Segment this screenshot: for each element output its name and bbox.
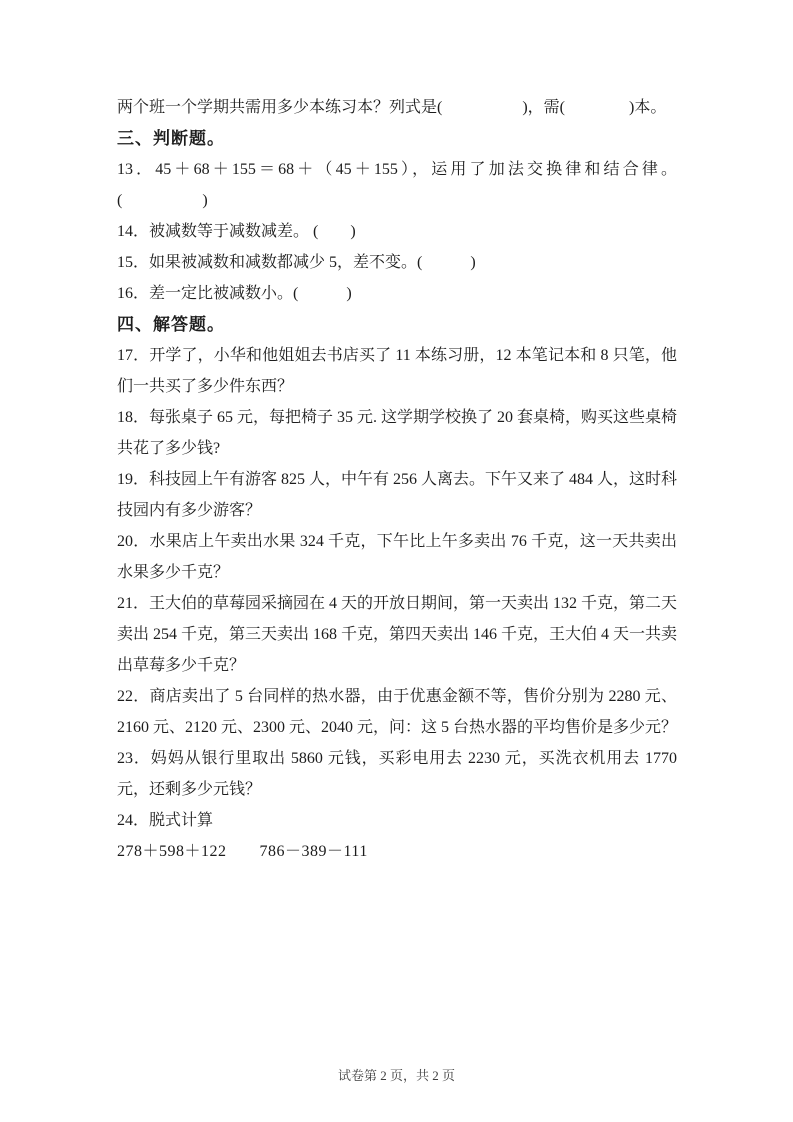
section-3-heading: 三、判断题。	[117, 129, 225, 148]
question-20: 20．水果店上午卖出水果 324 千克，下午比上午多卖出 76 千克，这一天共卖出水果多少千克？	[117, 533, 677, 581]
calculation-expressions: 278＋598＋122 786－389－111	[117, 843, 368, 860]
question-14: 14．被减数等于减数减差。 ( )	[117, 223, 356, 240]
question-18: 18．每张桌子 65 元，每把椅子 35 元. 这学期学校换了 20 套桌椅，购买这些桌椅共花了多少钱?	[117, 409, 678, 457]
question-22: 22．商店卖出了 5 台同样的热水器，由于优惠金额不等，售价分别为 2280 元、2160 元、2120 元、2300 元、2040 元，问：这 5 台热水器的平均售价是多少元？	[117, 688, 678, 736]
page-footer: 试卷第 2 页，共 2 页	[337, 1068, 455, 1083]
question-19: 19．科技园上午有游客 825 人，中午有 256 人离去。下午又来了 484 人，这时科技园内有多少游客？	[117, 471, 678, 519]
paper-body	[117, 92, 681, 867]
question-17: 17．开学了，小华和他姐姐去书店买了 11 本练习册，12 本笔记本和 8 只笔，他们一共买了多少件东西？	[117, 347, 677, 395]
question-23: 23．妈妈从银行里取出 5860 元钱，买彩电用去 2230 元，买洗衣机用去 1770 元，还剩多少元钱？	[117, 750, 681, 798]
question-16: 16．差一定比被减数小。( )	[117, 285, 352, 302]
section-4-heading: 四、解答题。	[117, 315, 225, 334]
question-13: 13．45＋68＋155＝68＋（45＋155），运用了加法交换律和结合律。( )	[117, 161, 677, 209]
question-15: 15．如果被减数和减数都减少 5，差不变。( )	[117, 254, 476, 271]
question-21: 21．王大伯的草莓园采摘园在 4 天的开放日期间，第一天卖出 132 千克，第二天卖出 254 千克，第三天卖出 168 千克，第四天卖出 146 千克，王大伯 4 天一共卖出草莓多少千克？	[117, 595, 678, 674]
question-24: 24．脱式计算	[117, 812, 214, 829]
question-12-continuation-line: 两个班一个学期共需用多少本练习本？列式是( )，需( )本。	[117, 99, 667, 116]
